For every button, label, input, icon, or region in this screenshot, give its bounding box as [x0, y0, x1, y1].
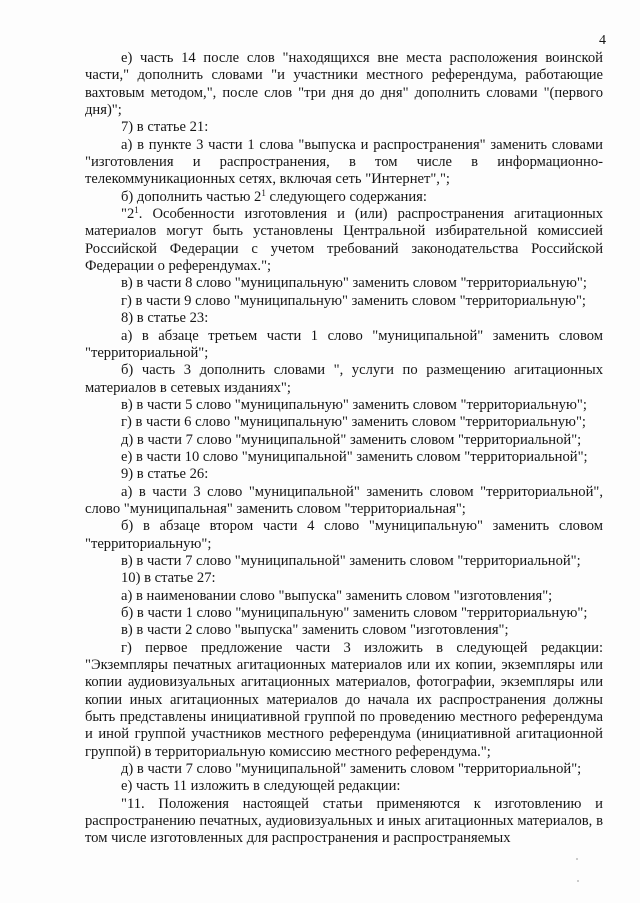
paragraph: г) в части 6 слово "муниципальную" заменить словом "территориальную";	[121, 414, 586, 431]
paragraph: б) в части 1 слово "муниципальную" заменить словом "территориальную";	[121, 605, 588, 621]
scan-speck	[577, 880, 579, 882]
paragraph: а) в пункте 3 части 1 слова "выпуска и распространения" заменить словами "изготовления и распространения, в том числе в информационно-телекоммуникационных сетях, включая сеть "Интернет",";	[85, 136, 603, 188]
paragraph: г) первое предложение части 3 изложить в следующей редакции: "Экземпляры печатных агитационных материалов или их копии, экземпляры или копии аудиовизуальных агитационных материалов, фотографии, экземпляры или копии иных агитационных материалов до начала их распространения должны быть представлены инициативной группой по проведению местного референдума и иной группой участников местного референдума (инициативной агитационной группой) в территориальную комиссию местного референдума.";	[85, 639, 603, 760]
paragraph: б) в абзаце втором части 4 слово "муниципальную" заменить словом "территориальную";	[85, 518, 603, 552]
paragraph: г) в части 9 слово "муниципальную" заменить словом "территориальную";	[121, 292, 586, 309]
paragraph	[85, 189, 603, 206]
paragraph: 7) в статье 21:	[121, 119, 209, 136]
document-body	[85, 50, 603, 848]
superscript: 1	[134, 205, 139, 216]
paragraph: б) часть 3 дополнить словами ", услуги по размещению агитационных материалов в сетевых изданиях";	[85, 362, 603, 396]
paragraph: а) в абзаце третьем части 1 слово "муниципальной" заменить словом "территориальной";	[85, 327, 603, 361]
paragraph: в) в части 5 слово "муниципальную" заменить словом "территориальную";	[121, 396, 587, 413]
paragraph: в) в части 8 слово "муниципальную" заменить словом "территориальную";	[121, 275, 587, 292]
paragraph-text: б) дополнить частью 2	[121, 188, 262, 205]
quoted-paragraph: "11. Положения настоящей статьи применяются к изготовлению и распространению печатных, аудиовизуальных и иных агитационных материалов, в том числе изготовленных для распространения и распространяемых	[85, 795, 603, 847]
paragraph: а) в наименовании слово "выпуска" заменить словом "изготовления";	[121, 587, 553, 604]
paragraph: 9) в статье 26:	[121, 466, 209, 483]
paragraph: д) в части 7 слово "муниципальной" заменить словом "территориальной";	[121, 431, 582, 448]
paragraph: 8) в статье 23:	[121, 310, 209, 327]
paragraph: 10) в статье 27:	[121, 570, 216, 587]
paragraph: а) в части 3 слово "муниципальной" заменить словом "территориальной", слово "муниципальная" заменить словом "территориальная";	[85, 483, 603, 517]
quoted-paragraph	[85, 206, 603, 275]
superscript: 1	[261, 187, 266, 198]
page-number: 4	[599, 33, 606, 48]
paragraph-text: следующего содержания:	[265, 188, 427, 205]
paragraph: д) в части 7 слово "муниципальной" заменить словом "территориальной";	[121, 761, 582, 778]
paragraph: е) часть 11 изложить в следующей редакции:	[121, 778, 401, 795]
paragraph: в) в части 7 слово "муниципальной" заменить словом "территориальной";	[121, 552, 581, 569]
paragraph: е) в части 10 слово "муниципальной" заменить словом "территориальной";	[121, 448, 588, 465]
scan-speck	[576, 858, 578, 860]
paragraph: в) в части 2 слово "выпуска" заменить словом "изготовления";	[121, 622, 509, 639]
paragraph: е) часть 14 после слов "находящихся вне места расположения воинской части," дополнить словами "и участники местного референдума, работающие вахтовым методом,", после слов "три дня до дня" дополнить словами "(первого дня)";	[85, 50, 603, 119]
paragraph-text: "2	[121, 206, 135, 223]
paragraph-text: . Особенности изготовления и (или) распространения агитационных материалов могут быть установлены Центральной избирательной комиссией Российской Федерации с учетом требований законодательства Российской Федерации о референдумах.";	[85, 206, 603, 275]
